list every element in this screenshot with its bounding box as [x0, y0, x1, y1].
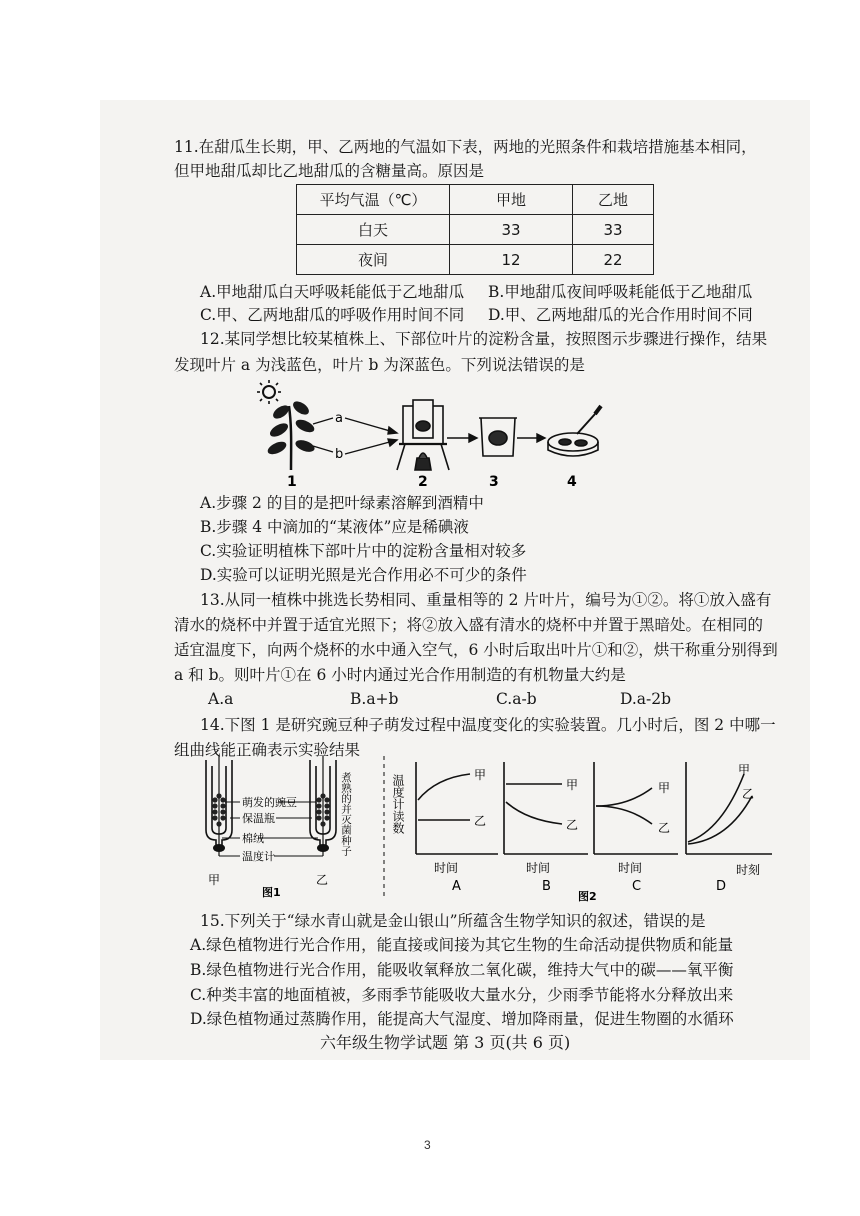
table-cell: 12 [450, 245, 573, 275]
thermos-flask-yi [310, 756, 336, 856]
q15-option-d: D.绿色植物通过蒸腾作用，能提高大气湿度、增加降雨量，促进生物圈的水循环 [190, 1010, 734, 1028]
step-number: 4 [567, 474, 577, 490]
q11-option-b: B.甲地甜瓜夜间呼吸耗能低于乙地甜瓜 [488, 283, 753, 301]
q11-stem-line1: 11.在甜瓜生长期，甲、乙两地的气温如下表，两地的光照条件和栽培措施基本相同， [174, 138, 757, 156]
table-cell: 22 [573, 245, 654, 275]
q11-option-c: C.甲、乙两地甜瓜的呼吸作用时间不同 [200, 306, 465, 324]
bottle-label-yi: 乙 [316, 873, 329, 887]
curve-jia [688, 774, 744, 842]
fig1-label: 棉绒 [242, 832, 264, 845]
q14-stem-line1: 14.下图 1 是研究豌豆种子萌发过程中温度变化的实验装置。几小时后，图 2 中哪一 [200, 716, 776, 734]
q15-option-b: B.绿色植物进行光合作用，能吸收氧释放二氧化碳，维持大气中的碳——氧平衡 [190, 961, 734, 979]
x-axis-label: 时间 [618, 861, 643, 875]
curve-jia [418, 774, 470, 800]
series-label-jia: 甲 [658, 781, 671, 795]
page-number: 3 [424, 1138, 431, 1152]
table-row [297, 245, 654, 275]
fig1-label: 保温瓶 [242, 812, 275, 825]
fig1-label: 温度计 [242, 850, 275, 863]
water-bath-apparatus [397, 400, 449, 470]
q11-option-a: A.甲地甜瓜白天呼吸耗能低于乙地甜瓜 [200, 283, 465, 301]
boiled-seed-label: 煮熟的并灭菌种子 [340, 772, 352, 856]
series-label-yi: 乙 [742, 787, 755, 801]
temperature-table [296, 184, 654, 275]
table-header-cell: 乙地 [573, 185, 654, 215]
fig1-caption: 图1 [262, 886, 281, 899]
panel-d [686, 762, 772, 894]
series-label-jia: 甲 [566, 778, 579, 792]
series-label-jia: 甲 [738, 763, 751, 777]
q12-experiment-figure [255, 378, 615, 490]
step-number: 3 [489, 474, 499, 490]
x-axis-label: 时间 [434, 861, 459, 875]
fig2-temperature-curves [391, 760, 776, 908]
beaker-with-leaf [479, 418, 517, 456]
sun-icon [257, 380, 281, 404]
petri-dish-with-dropper [548, 406, 601, 456]
leaf-a-label: a [335, 411, 343, 426]
cotton-plug [213, 844, 225, 852]
leaf-b-label: b [335, 447, 344, 462]
q12-option-b: B.步骤 4 中滴加的“某液体”应是稀碘液 [200, 518, 469, 536]
table-cell: 夜间 [297, 245, 450, 275]
table-row [297, 215, 654, 245]
table-header-cell: 甲地 [450, 185, 573, 215]
series-label-jia: 甲 [474, 768, 487, 782]
label-leader-lines [219, 802, 323, 856]
q13-option-b: B.a+b [350, 690, 399, 708]
q15-option-a: A.绿色植物进行光合作用，能直接或间接为其它生物的生命活动提供物质和能量 [190, 936, 734, 954]
q12-stem-line2: 发现叶片 a 为浅蓝色，叶片 b 为深蓝色。下列说法错误的是 [174, 356, 585, 374]
q12-option-c: C.实验证明植株下部叶片中的淀粉含量相对较多 [200, 542, 527, 560]
table-cell: 33 [573, 215, 654, 245]
q13-stem-line4: a 和 b。则叶片①在 6 小时内通过光合作用制造的有机物量大约是 [174, 666, 626, 684]
bottle-label-jia: 甲 [208, 873, 221, 887]
series-label-yi: 乙 [658, 821, 671, 835]
fig1-thermos-apparatus [198, 756, 388, 906]
q14-stem-line2: 组曲线能正确表示实验结果 [174, 741, 361, 759]
fig1-label: 萌发的豌豆 [242, 796, 297, 809]
x-axis-label: 时间 [526, 861, 551, 875]
plant-illustration [266, 399, 333, 470]
q12-option-a: A.步骤 2 的目的是把叶绿素溶解到酒精中 [200, 494, 484, 512]
x-axis-label: 时刻 [736, 863, 761, 877]
page-footer: 六年级生物学试题 第 3 页(共 6 页) [320, 1033, 571, 1052]
panel-label-c: C [632, 879, 642, 894]
fig2-ylabel: 温度计读数 [391, 774, 405, 834]
q11-stem-line2: 但甲地甜瓜却比乙地甜瓜的含糖量高。原因是 [174, 162, 485, 180]
fig2-caption: 图2 [578, 890, 597, 903]
panel-label-d: D [716, 879, 727, 894]
table-header-cell: 平均气温（℃） [297, 185, 450, 215]
table-row [297, 185, 654, 215]
q13-option-d: D.a-2b [620, 690, 672, 708]
q13-stem-line2: 清水的烧杯中并置于适宜光照下；将②放入盛有清水的烧杯中并置于黑暗处。在相同的 [174, 616, 764, 634]
panel-a [416, 762, 498, 894]
step-number: 1 [287, 474, 297, 490]
q12-stem-line1: 12.某同学想比较某植株上、下部位叶片的淀粉含量，按照图示步骤进行操作，结果 [200, 330, 768, 348]
panel-b [504, 762, 588, 894]
curve-yi [596, 806, 652, 824]
thermos-flask-jia [206, 756, 232, 856]
series-label-yi: 乙 [474, 814, 487, 828]
curve-yi [506, 802, 562, 824]
q13-option-c: C.a-b [496, 690, 537, 708]
series-label-yi: 乙 [566, 818, 579, 832]
cotton-plug [317, 844, 329, 852]
q13-stem-line1: 13.从同一植株中挑选长势相同、重量相等的 2 片叶片，编号为①②。将①放入盛有 [200, 591, 772, 609]
q12-option-d: D.实验可以证明光照是光合作用必不可少的条件 [200, 566, 527, 584]
panel-label-b: B [542, 879, 551, 894]
q15-option-c: C.种类丰富的地面植被，多雨季节能吸收大量水分，少雨季节能将水分释放出来 [190, 986, 734, 1004]
table-cell: 33 [450, 215, 573, 245]
table-cell: 白天 [297, 215, 450, 245]
step-number: 2 [418, 474, 428, 490]
q13-stem-line3: 适宜温度下，向两个烧杯的水中通入空气，6 小时后取出叶片①和②，烘干称重分别得到 [174, 641, 778, 659]
panel-c [594, 762, 678, 894]
curve-jia [596, 788, 652, 806]
q15-stem: 15.下列关于“绿水青山就是金山银山”所蕴含生物学知识的叙述，错误的是 [200, 912, 706, 930]
panel-label-a: A [452, 879, 461, 894]
q11-option-d: D.甲、乙两地甜瓜的光合作用时间不同 [488, 306, 753, 324]
q13-option-a: A.a [208, 690, 234, 708]
